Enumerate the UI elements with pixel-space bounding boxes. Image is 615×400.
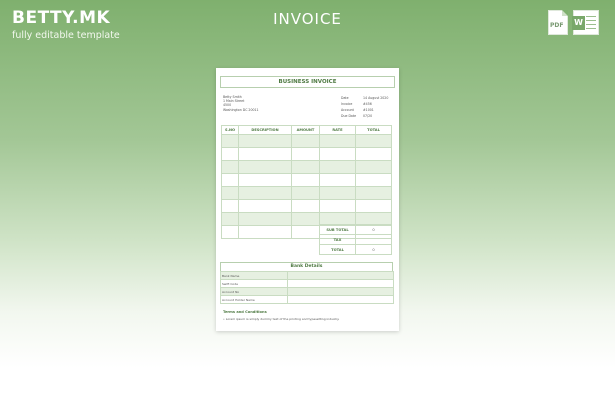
table-cell (320, 187, 356, 200)
meta-row (341, 113, 388, 119)
terms-text: • Lorem ipsum is simply dummy text of the printing and typesetting industry. (223, 317, 340, 321)
totals-row (320, 235, 392, 245)
table-cell (239, 213, 292, 226)
totals-table (319, 224, 392, 255)
bank-value (288, 296, 394, 304)
meta-value: #456 (363, 102, 372, 106)
table-cell (292, 213, 320, 226)
table-cell (222, 135, 239, 148)
bank-value (288, 272, 394, 280)
table-row (222, 135, 392, 148)
meta-key: Invoice (341, 102, 353, 106)
terms-title: Terms and Conditions (223, 310, 267, 314)
brand-tagline: fully editable template (12, 30, 120, 41)
table-cell (292, 148, 320, 161)
meta-key: Account (341, 108, 354, 112)
table-cell (320, 174, 356, 187)
bank-value (288, 280, 394, 288)
table-cell (239, 187, 292, 200)
bank-row (221, 280, 394, 288)
table-cell (292, 161, 320, 174)
meta-value: #1001 (363, 108, 374, 112)
table-row (222, 187, 392, 200)
invoice-title: BUSINESS INVOICE (220, 76, 395, 88)
table-cell (292, 174, 320, 187)
table-cell (222, 213, 239, 226)
table-cell (292, 200, 320, 213)
bank-row (221, 272, 394, 280)
meta-key: Due Date (341, 114, 357, 118)
totals-label: TAX (320, 235, 356, 245)
bank-row (221, 288, 394, 296)
table-cell (320, 200, 356, 213)
totals-value: 0 (356, 245, 392, 255)
table-cell (239, 148, 292, 161)
totals-value: 0 (356, 225, 392, 235)
sender-street: 1 Main Street (223, 99, 245, 104)
table-cell (320, 148, 356, 161)
table-cell (356, 148, 392, 161)
bank-row (221, 296, 394, 304)
table-cell (292, 135, 320, 148)
table-row (222, 161, 392, 174)
bank-label: Swift Code (221, 280, 288, 288)
sender-country: Washington DC 20011 (223, 107, 259, 112)
table-cell (239, 226, 292, 239)
bank-label: Account No (221, 288, 288, 296)
meta-key: Date (341, 96, 349, 100)
totals-value (356, 235, 392, 245)
pdf-label: PDF (550, 22, 564, 29)
table-cell (292, 226, 320, 239)
page-fold-icon (562, 10, 568, 16)
sender-city: 4500 (223, 103, 232, 108)
bank-label: Account Holder Name (221, 296, 288, 304)
bank-details-title: Bank Details (220, 262, 393, 272)
totals-label: SUB TOTAL (320, 225, 356, 235)
table-cell (222, 187, 239, 200)
sender-address (223, 95, 259, 112)
table-cell (356, 174, 392, 187)
table-row (222, 148, 392, 161)
table-cell (356, 161, 392, 174)
table-cell (320, 135, 356, 148)
column-header: AMOUNT (292, 126, 320, 135)
table-row (222, 174, 392, 187)
table-row (222, 200, 392, 213)
table-cell (239, 174, 292, 187)
pdf-download-icon[interactable] (548, 10, 568, 35)
word-badge: W (572, 16, 585, 30)
table-cell (239, 200, 292, 213)
bank-value (288, 288, 394, 296)
table-cell (356, 135, 392, 148)
table-cell (292, 187, 320, 200)
table-header (222, 126, 392, 135)
bank-label: Bank Name (221, 272, 288, 280)
brand-logo: BETTY.MK (12, 8, 111, 28)
table-cell (222, 161, 239, 174)
table-cell (320, 161, 356, 174)
document-lines-icon (586, 16, 596, 32)
table-cell (222, 226, 239, 239)
column-header: S.NO (222, 126, 239, 135)
line-items-table (221, 125, 392, 239)
table-cell (222, 148, 239, 161)
totals-row (320, 245, 392, 255)
column-header: DESCRIPTION (239, 126, 292, 135)
table-cell (356, 187, 392, 200)
column-header: RATE (320, 126, 356, 135)
table-cell (356, 200, 392, 213)
totals-label: TOTAL (320, 245, 356, 255)
invoice-meta (341, 95, 388, 119)
sender-name: Betty Smith (223, 95, 242, 99)
totals-row (320, 225, 392, 235)
table-cell (222, 200, 239, 213)
column-header: TOTAL (356, 126, 392, 135)
page-title: INVOICE (273, 10, 342, 28)
bank-details-table (220, 271, 394, 304)
word-download-icon[interactable] (573, 10, 599, 35)
table-cell (222, 174, 239, 187)
meta-value: 14 August 2020 (363, 96, 389, 100)
meta-value: 07/20 (363, 114, 373, 118)
table-cell (239, 135, 292, 148)
invoice-preview (216, 68, 399, 331)
table-cell (239, 161, 292, 174)
